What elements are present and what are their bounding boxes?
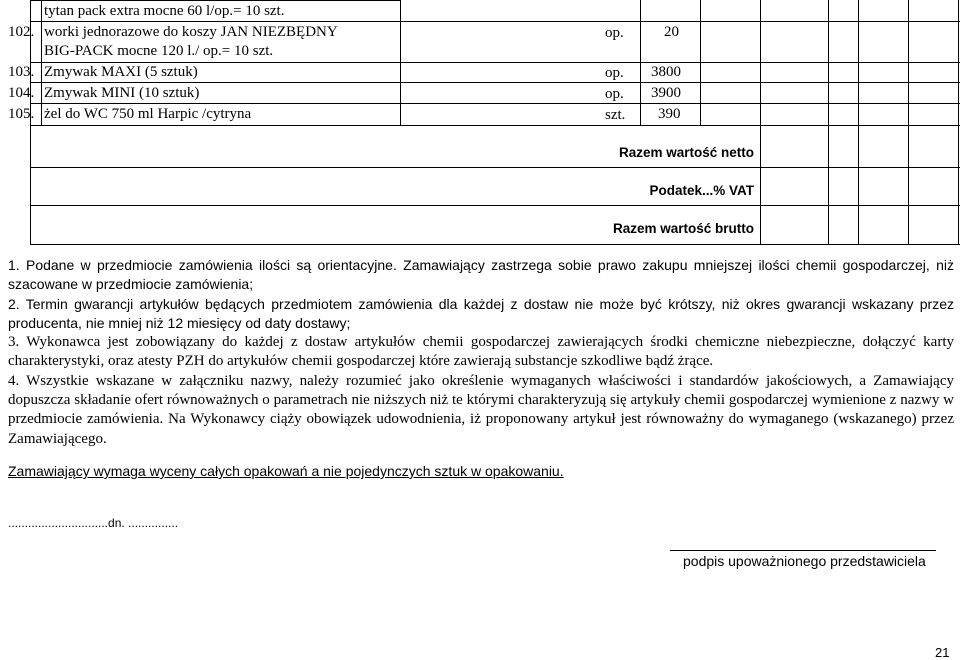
- table-border: [41, 0, 42, 126]
- table-border: [700, 0, 701, 126]
- table-border: [958, 0, 959, 245]
- table-cell-name: tytan pack extra mocne 60 l/op.= 10 szt.: [44, 3, 285, 19]
- table-border: [30, 244, 960, 245]
- summary-net-label: Razem wartość netto: [618, 145, 754, 160]
- table-cell-num: 103.: [8, 64, 35, 80]
- table-border: [30, 205, 960, 206]
- table-border: [30, 125, 960, 126]
- table-border: [760, 0, 761, 245]
- note-1: 1. Podane w przedmiocie zamówienia ilości są orientacyjne. Zamawiający zastrzega sobie prawo zakupu mniejszej ilości chemii gospodarczej, niż szacowane w przedmiocie zamówienia;: [8, 257, 954, 293]
- note-4: 4. Wszystkie wskazane w załączniku nazwy, należy rozumieć jako określenie wymaganych właściwości i standardów jakościowych, a Zamawiający dopuszcza składanie ofert równoważnych o parametrach nie niższych niż te którymi charakteryzują się artykuły chemii gospodarczej wymienione z nazwy w przedmiocie zamówienia. Na Wykonawcy ciąży obowiązek udowodnienia, iż proponowany artykuł jest równoważny do wymaganego (wskazanego) przez Zamawiającego.: [8, 372, 954, 447]
- table-cell-qty: 390: [658, 106, 681, 122]
- summary-vat-label: Podatek...% VAT: [649, 183, 754, 198]
- table-cell-unit: op.: [605, 86, 624, 102]
- date-line: ..............................dn. ...............: [8, 516, 179, 530]
- table-border: [908, 0, 909, 245]
- table-border: [30, 103, 960, 104]
- table-border: [828, 0, 829, 245]
- table-cell-name: Zmywak MINI (10 sztuk): [44, 85, 200, 101]
- table-border: [858, 0, 859, 245]
- table-cell-name: żel do WC 750 ml Harpic /cytryna: [44, 106, 252, 122]
- table-cell-num: 105.: [8, 106, 35, 122]
- table-cell-name: BIG-PACK mocne 120 l./ op.= 10 szt.: [44, 43, 274, 59]
- note-2: 2. Termin gwarancji artykułów będących przedmiotem zamówienia dla każdej z dostaw nie może być krótszy, niż okres gwarancji wskazany przez producenta, nie mniej niż 12 miesięcy od daty dostawy;: [8, 295, 954, 331]
- note-3: 3. Wykonawca jest zobowiązany do każdej z dostaw artykułów chemii gospodarczej zawierających środki chemiczne niebezpieczne, dołączyć karty charakterystyki, oraz atesty PZH do artykułów chemii gospodarczej które zawierają substancje szkodliwe bądź żrące.: [8, 334, 954, 370]
- table-border: [30, 21, 960, 22]
- table-cell-name: worki jednorazowe do koszy JAN NIEZBĘDNY: [44, 24, 338, 40]
- table-border: [640, 0, 641, 126]
- table-cell-num: 102.: [8, 24, 35, 40]
- table-cell-qty: 3800: [651, 64, 681, 80]
- table-cell-unit: szt.: [605, 107, 626, 123]
- table-border: [30, 167, 960, 168]
- page-number: 21: [935, 645, 950, 660]
- notes-section: [8, 256, 954, 449]
- signature-label: podpis upoważnionego przedstawiciela: [683, 553, 926, 569]
- table-cell-name: Zmywak MAXI (5 sztuk): [44, 64, 198, 80]
- table-cell-unit: op.: [605, 25, 624, 41]
- table-border: [30, 82, 960, 83]
- table-border: [400, 0, 401, 126]
- table-cell-num: 104.: [8, 85, 35, 101]
- signature-line: [670, 550, 936, 551]
- table-cell-qty: 20: [664, 24, 679, 40]
- table-cell-qty: 3900: [651, 85, 681, 101]
- requirement-text: Zamawiający wymaga wyceny całych opakowań a nie pojedynczych sztuk w opakowaniu.: [8, 463, 564, 479]
- summary-gross-label: Razem wartość brutto: [612, 221, 754, 236]
- order-table: [0, 0, 960, 248]
- table-border: [30, 0, 400, 1]
- table-cell-unit: op.: [605, 65, 624, 81]
